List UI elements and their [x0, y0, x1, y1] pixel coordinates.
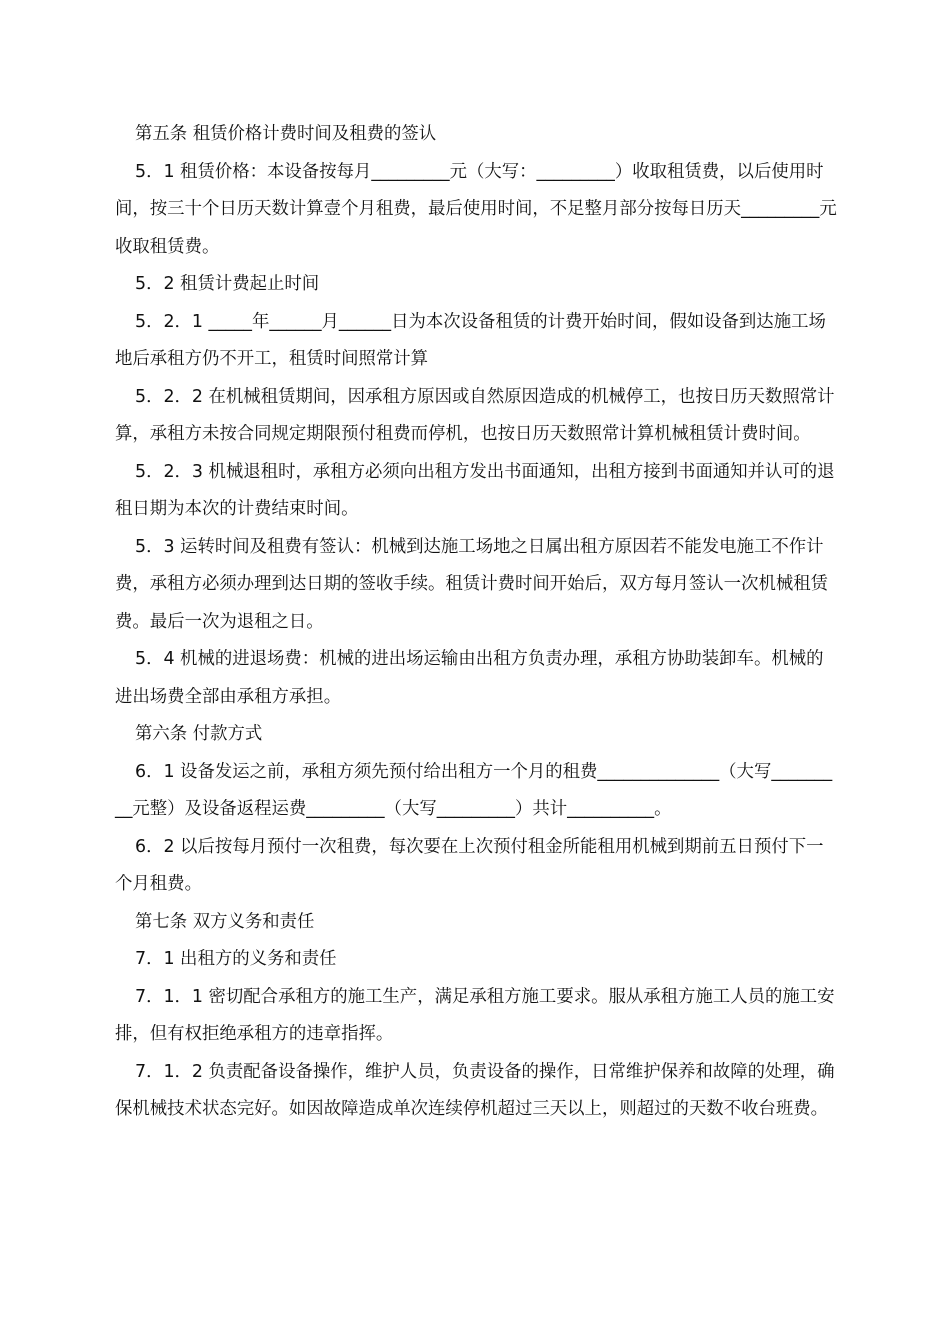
clause-5-2-2: 5．2．2 在机械租赁期间，因承租方原因或自然原因造成的机械停工，也按日历天数照常计算，承租方未按合同规定期限预付租费而停机，也按日历天数照常计算机械租赁计费时间。	[115, 386, 835, 444]
document-body	[115, 116, 837, 1129]
clause-6-1: 6．1 设备发运之前，承租方须先预付给出租方一个月的租费______________（大写_________元整）及设备返程运费_________（大写_________）共计__________。	[115, 761, 833, 819]
clause-5-2-1: 5．2．1 _____年______月______日为本次设备租赁的计费开始时间，假如设备到达施工场地后承租方仍不开工，租赁时间照常计算	[115, 311, 826, 369]
article-5-heading: 第五条 租赁价格计费时间及租费的签认	[135, 124, 437, 144]
article-7-heading: 第七条 双方义务和责任	[135, 911, 315, 932]
clause-5-4: 5．4 机械的进退场费：机械的进出场运输由出租方负责办理，承租方协助装卸车。机械的进出场费全部由承租方承担。	[115, 649, 824, 707]
clause-5-2: 5．2 租赁计费起止时间	[135, 274, 320, 294]
clause-7-1-1: 7．1．1 密切配合承租方的施工生产，满足承租方施工要求。服从承租方施工人员的施工安排，但有权拒绝承租方的违章指挥。	[115, 986, 835, 1044]
clause-7-1: 7．1 出租方的义务和责任	[135, 949, 337, 969]
clause-5-2-3: 5．2．3 机械退租时，承租方必须向出租方发出书面通知，出租方接到书面通知并认可的退租日期为本次的计费结束时间。	[115, 461, 835, 519]
clause-7-1-2: 7．1．2 负责配备设备操作，维护人员，负责设备的操作，日常维护保养和故障的处理，确保机械技术状态完好。如因故障造成单次连续停机超过三天以上，则超过的天数不收台班费。	[115, 1061, 835, 1119]
article-6-heading: 第六条 付款方式	[135, 724, 263, 744]
clause-5-1: 5．1 租赁价格：本设备按每月_________元（大写：_________）收取租赁费，以后使用时间，按三十个日历天数计算壹个月租费，最后使用时间，不足整月部分按每日历天_________元收取租赁费。	[115, 161, 837, 257]
clause-5-3: 5．3 运转时间及租费有签认：机械到达施工场地之日属出租方原因若不能发电施工不作计费，承租方必须办理到达日期的签收手续。租赁计费时间开始后，双方每月签认一次机械租赁费。最后一次为退租之日。	[115, 536, 829, 632]
clause-6-2: 6．2 以后按每月预付一次租费，每次要在上次预付租金所能租用机械到期前五日预付下一个月租费。	[115, 836, 824, 894]
